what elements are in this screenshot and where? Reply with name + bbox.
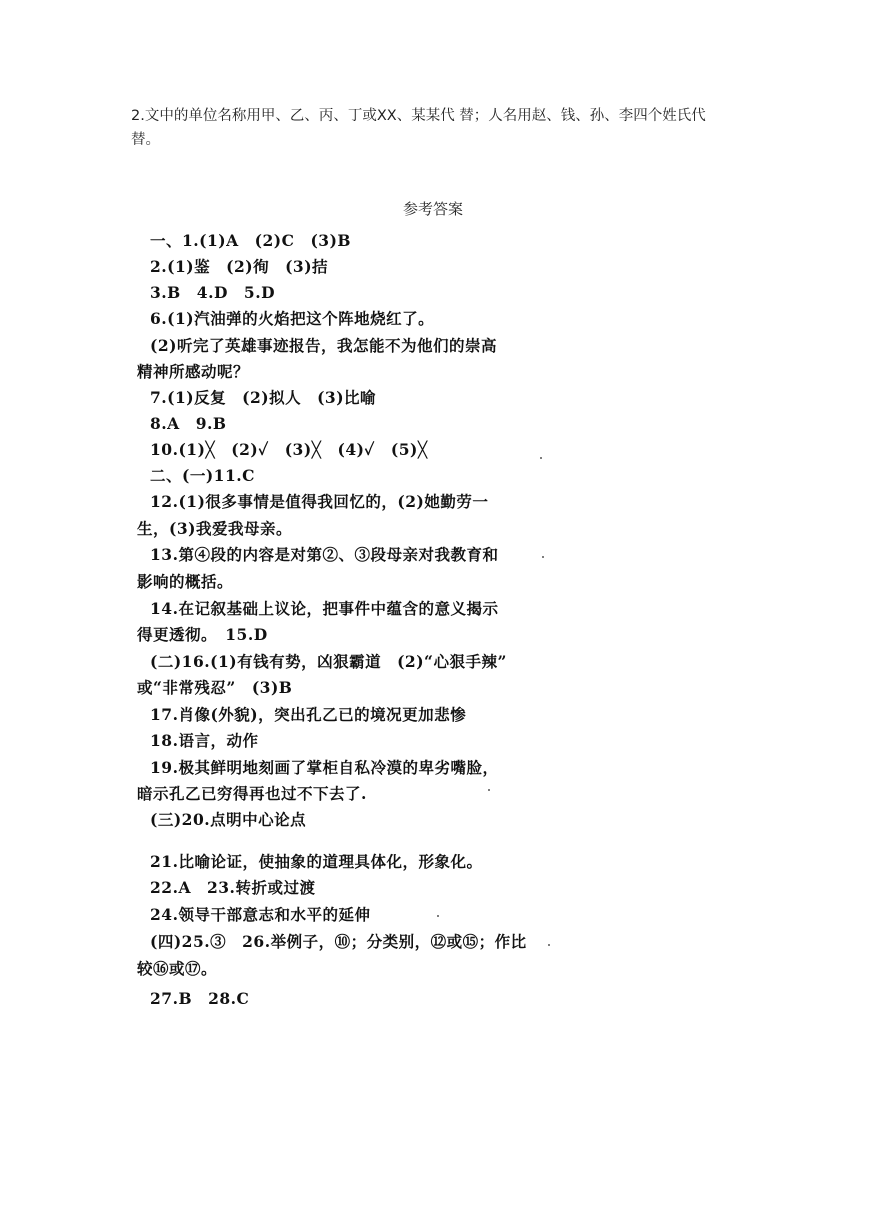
answer-line: 21.比喻论证，使抽象的道理具体化，形象化。 [150, 852, 483, 871]
answer-line: 8.A 9.B [150, 414, 227, 433]
answer-line: (2)听完了英雄事迹报告，我怎能不为他们的崇高 [150, 336, 497, 355]
answer-line: 24.领导干部意志和水平的延伸 [150, 905, 371, 924]
answer-line: 27.B 28.C [150, 989, 250, 1008]
instruction-line-2: 替。 [131, 132, 160, 148]
answer-line: 得更透彻。 15.D [137, 625, 268, 644]
answer-line: 二、(一)11.C [150, 466, 255, 485]
answer-line: 暗示孔乙已穷得再也过不下去了. [137, 784, 367, 803]
page-title: 参考答案 [403, 200, 464, 218]
answer-line: 影响的概括。 [137, 572, 234, 591]
scan-speck [548, 944, 550, 946]
answer-line: 6.(1)汽油弹的火焰把这个阵地烧红了。 [150, 309, 435, 328]
answer-line: 17.肖像(外貌)，突出孔乙已的境况更加悲惨 [150, 705, 467, 724]
answer-line: 较⑯或⑰。 [137, 959, 218, 978]
answer-line: (二)16.(1)有钱有势，凶狠霸道 (2)“心狠手辣” [150, 652, 507, 671]
answer-line: 13.第④段的内容是对第②、③段母亲对我教育和 [150, 545, 499, 564]
answer-line: 10.(1)╳ (2)✓ (3)╳ (4)✓ (5)╳ [150, 440, 428, 459]
scan-speck [488, 789, 490, 791]
answer-line: 7.(1)反复 (2)拟人 (3)比喻 [150, 388, 377, 407]
answer-line: 3.B 4.D 5.D [150, 283, 276, 302]
answer-line: 22.A 23.转折或过渡 [150, 878, 316, 897]
answer-line: 生，(3)我爱我母亲。 [137, 519, 292, 538]
answer-line: 或“非常残忍” (3)B [137, 678, 293, 697]
answer-line: 2.(1)鉴 (2)徇 (3)拮 [150, 257, 329, 276]
answer-line: 精神所感动呢？ [137, 362, 250, 381]
answer-line: (三)20.点明中心论点 [150, 810, 307, 829]
answer-line: 18.语言，动作 [150, 731, 259, 750]
answer-line: (四)25.③ 26.举例子，⑩；分类别，⑫或⑮；作比 [150, 932, 527, 951]
answer-line: 12.(1)很多事情是值得我回忆的，(2)她勤劳一 [150, 492, 489, 511]
instruction-line-1: 2.文中的单位名称用甲、乙、丙、丁或XX、某某代 替；人名用赵、钱、孙、李四个姓氏代 [131, 108, 706, 124]
scan-speck [437, 915, 439, 917]
answer-line: 一、1.(1)A (2)C (3)B [150, 231, 352, 250]
answer-line: 14.在记叙基础上议论，把事件中蕴含的意义揭示 [150, 599, 499, 618]
scan-speck [542, 556, 544, 558]
answer-line: 19.极其鲜明地刻画了掌柜自私冷漠的卑劣嘴脸， [150, 758, 499, 777]
scan-speck [540, 457, 542, 459]
